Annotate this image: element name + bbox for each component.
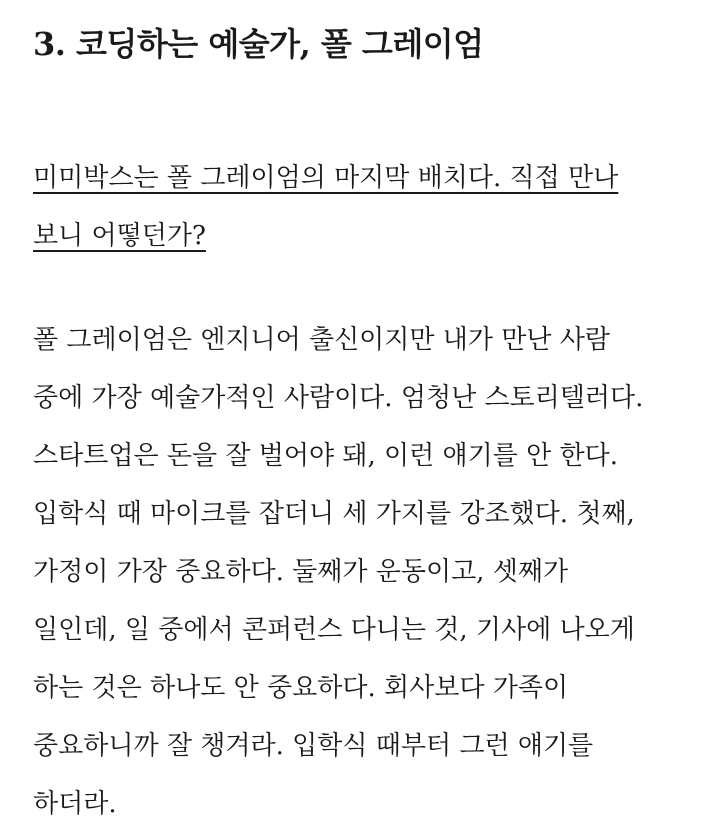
question-line-text: 미미박스는 폴 그레이엄의 마지막 배치다. 직접 만나	[33, 163, 619, 193]
answer-line: 하더라.	[33, 789, 117, 819]
answer-line: 중에 가장 예술가적인 사람이다. 엄청난 스토리텔러다.	[33, 383, 644, 413]
answer-line: 폴 그레이엄은 엔지니어 출신이지만 내가 만난 사람	[33, 325, 611, 355]
interview-answer	[33, 311, 643, 833]
interview-question	[33, 149, 618, 265]
answer-line: 일인데, 일 중에서 콘퍼런스 다니는 것, 기사에 나오게	[33, 615, 635, 645]
section-heading: 3. 코딩하는 예술가, 폴 그레이엄	[33, 25, 484, 63]
answer-line: 가정이 가장 중요하다. 둘째가 운동이고, 셋째가	[33, 557, 569, 587]
answer-line: 하는 것은 하나도 안 중요하다. 회사보다 가족이	[33, 673, 569, 703]
question-line	[33, 149, 618, 207]
question-line	[33, 207, 618, 265]
answer-line: 입학식 때 마이크를 잡더니 세 가지를 강조했다. 첫째,	[33, 499, 635, 529]
answer-line: 중요하니까 잘 챙겨라. 입학식 때부터 그런 얘기를	[33, 731, 594, 761]
answer-line: 스타트업은 돈을 잘 벌어야 돼, 이런 얘기를 안 한다.	[33, 441, 618, 471]
question-line-text: 보니 어떻던가?	[33, 221, 206, 251]
